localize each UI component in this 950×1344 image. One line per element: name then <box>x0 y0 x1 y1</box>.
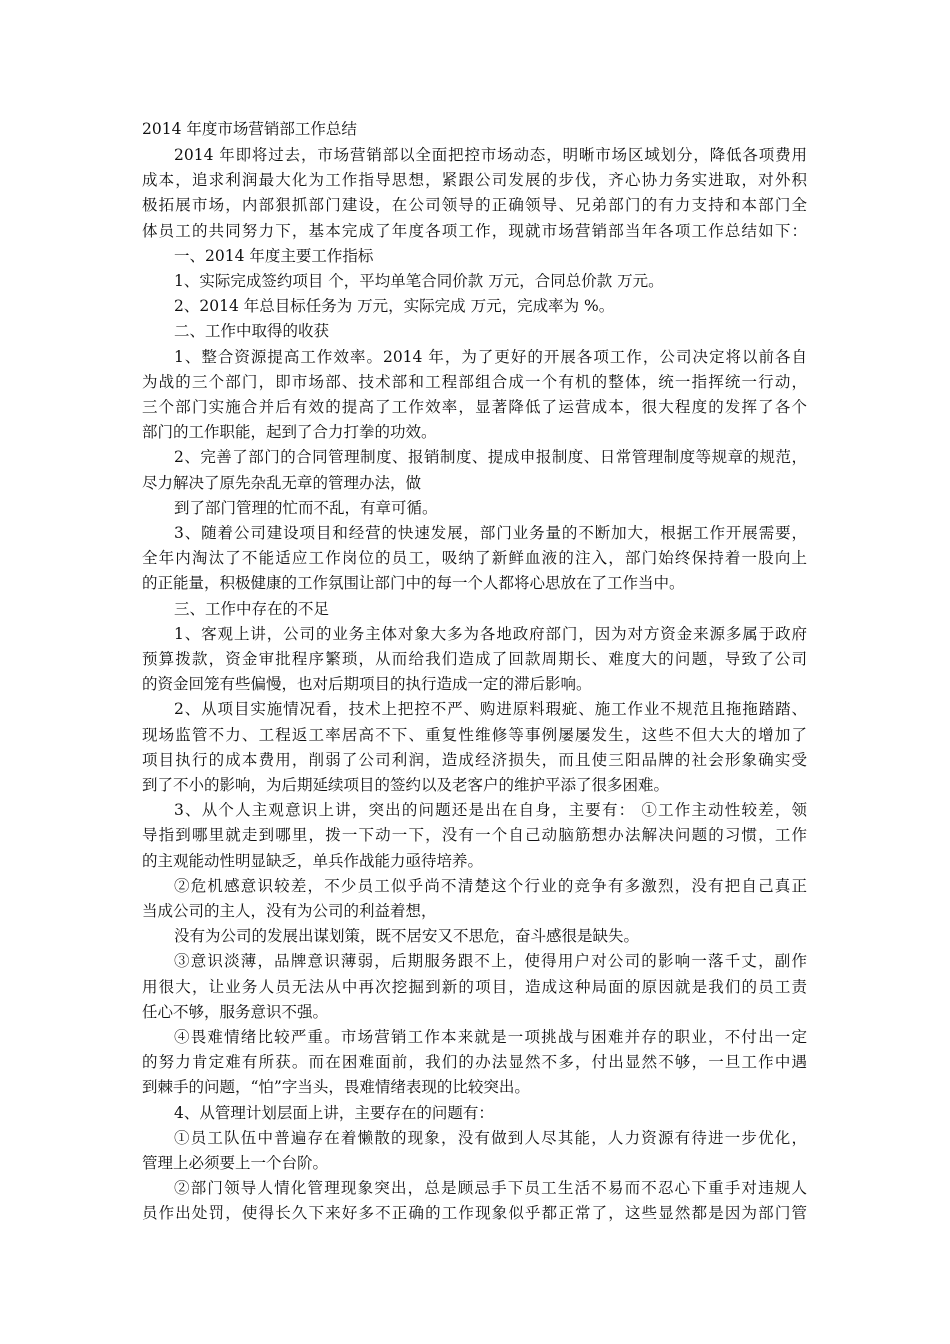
body-line: 2、从项目实施情况看，技术上把控不严、购进原料瑕疵、施工作业不规范且拖拖踏踏、 <box>174 700 807 719</box>
body-line: 到棘手的问题，“怕”字当头，畏难情绪表现的比较突出。 <box>142 1078 530 1097</box>
body-line: 当成公司的主人，没有为公司的利益着想， <box>142 902 437 920</box>
body-line: 管理上必须要上一个台阶。 <box>142 1154 329 1172</box>
body-line: 4、从管理计划层面上讲，主要存在的问题有： <box>174 1103 494 1122</box>
body-line: ②部门领导人情化管理现象突出，总是顾忌手下员工生活不易而不忍心下重手对违规人 <box>174 1179 807 1198</box>
body-line: 尽力解决了原先杂乱无章的管理办法，做 <box>142 473 422 492</box>
body-line: 到了不小的影响，为后期延续项目的签约以及老客户的维护平添了很多困难。 <box>142 776 670 794</box>
body-line: 3、随着公司建设项目和经营的快速发展，部门业务量的不断加大，根据工作开展需要， <box>174 524 807 542</box>
body-line: 体员工的共同努力下，基本完成了年度各项工作，现就市场营销部当年各项工作总结如下： <box>142 221 807 240</box>
body-line: 1、整合资源提高工作效率。2014 年，为了更好的开展各项工作，公司决定将以前各自 <box>174 347 807 366</box>
body-line: 三、工作中存在的不足 <box>174 599 330 618</box>
body-line: ①员工队伍中普遍存在着懒散的现象，没有做到人尽其能，人力资源有待进一步优化， <box>174 1128 807 1147</box>
body-line: 三个部门实施合并后有效的提高了工作效率，显著降低了运营成本，很大程度的发挥了各个 <box>142 398 807 416</box>
body-line: 的努力肯定难有所获。而在困难面前，我们的办法显然不多，付出显然不够，一旦工作中遇 <box>142 1053 807 1072</box>
body-line: 二、工作中取得的收获 <box>174 322 330 341</box>
body-line: 项目执行的成本费用，削弱了公司利润，造成经济损失，而且使三阳品牌的社会形象确实受 <box>142 750 807 769</box>
body-line: 现场监管不力、工程返工率居高不下、重复性维修等事例屡屡发生，这些不但大大的增加了 <box>142 725 807 744</box>
body-line: 部门的工作职能，起到了合力打拳的功效。 <box>142 423 437 442</box>
body-line: 全年内淘汰了不能适应工作岗位的员工，吸纳了新鲜血液的注入，部门始终保持着一股向上 <box>142 549 807 568</box>
document-title: 2014 年度市场营销部工作总结 <box>142 120 357 138</box>
body-line: 的主观能动性明显缺乏，单兵作战能力亟待培养。 <box>142 851 484 870</box>
body-line: 1、实际完成签约项目 个，平均单笔合同价款 万元，合同总价款 万元。 <box>174 272 664 290</box>
body-line: 预算拨款，资金审批程序繁琐，从而给我们造成了回款周期长、难度大的问题，导致了公司 <box>142 650 807 668</box>
body-line: ④畏难情绪比较严重。市场营销工作本来就是一项挑战与困难并存的职业，不付出一定 <box>174 1028 807 1046</box>
body-line: 一、2014 年度主要工作指标 <box>174 246 374 265</box>
body-line: 1、客观上讲，公司的业务主体对象大多为各地政府部门，因为对方资金来源多属于政府 <box>174 624 807 643</box>
body-line: 导指到哪里就走到哪里，拨一下动一下，没有一个自己动脑筋想办法解决问题的习惯，工作 <box>142 826 807 845</box>
body-line: ②危机感意识较差，不少员工似乎尚不清楚这个行业的竞争有多激烈，没有把自己真正 <box>174 876 807 895</box>
body-line: 2、2014 年总目标任务为 万元，实际完成 万元，完成率为 %。 <box>174 297 615 316</box>
body-line: ③意识淡薄，品牌意识薄弱，后期服务跟不上，使得用户对公司的影响一落千丈，副作 <box>174 952 807 971</box>
body-line: 3、从个人主观意识上讲，突出的问题还是出在自身，主要有： ①工作主动性较差，领 <box>174 801 807 820</box>
body-line: 任心不够，服务意识不强。 <box>142 1002 329 1021</box>
body-line: 的正能量，积极健康的工作氛围让部门中的每一个人都将心思放在了工作当中。 <box>142 574 685 593</box>
body-line: 员作出处罚，使得长久下来好多不正确的工作现象似乎都正常了，这些显然都是因为部门管 <box>142 1204 807 1223</box>
body-line: 到了部门管理的忙而不乱，有章可循。 <box>174 498 438 517</box>
body-line: 极拓展市场，内部狠抓部门建设，在公司领导的正确领导、兄弟部门的有力支持和本部门全 <box>142 196 807 215</box>
body-line: 2、完善了部门的合同管理制度、报销制度、提成申报制度、日常管理制度等规章的规范， <box>174 448 807 467</box>
body-line: 没有为公司的发展出谋划策，既不居安又不思危，奋斗感很是缺失。 <box>174 927 640 946</box>
body-line: 成本，追求利润最大化为工作指导思想，紧跟公司发展的步伐，齐心协力务实进取，对外积 <box>142 171 807 190</box>
body-line: 2014 年即将过去，市场营销部以全面把控市场动态，明晰市场区域划分，降低各项费用 <box>174 146 807 164</box>
body-line: 用很大，让业务人员无法从中再次挖掘到新的项目，造成这种局面的原因就是我们的员工责 <box>142 977 807 996</box>
body-line: 为战的三个部门，即市场部、技术部和工程部组合成一个有机的整体，统一指挥统一行动， <box>142 372 807 391</box>
body-line: 的资金回笼有些偏慢，也对后期项目的执行造成一定的滞后影响。 <box>142 675 592 694</box>
